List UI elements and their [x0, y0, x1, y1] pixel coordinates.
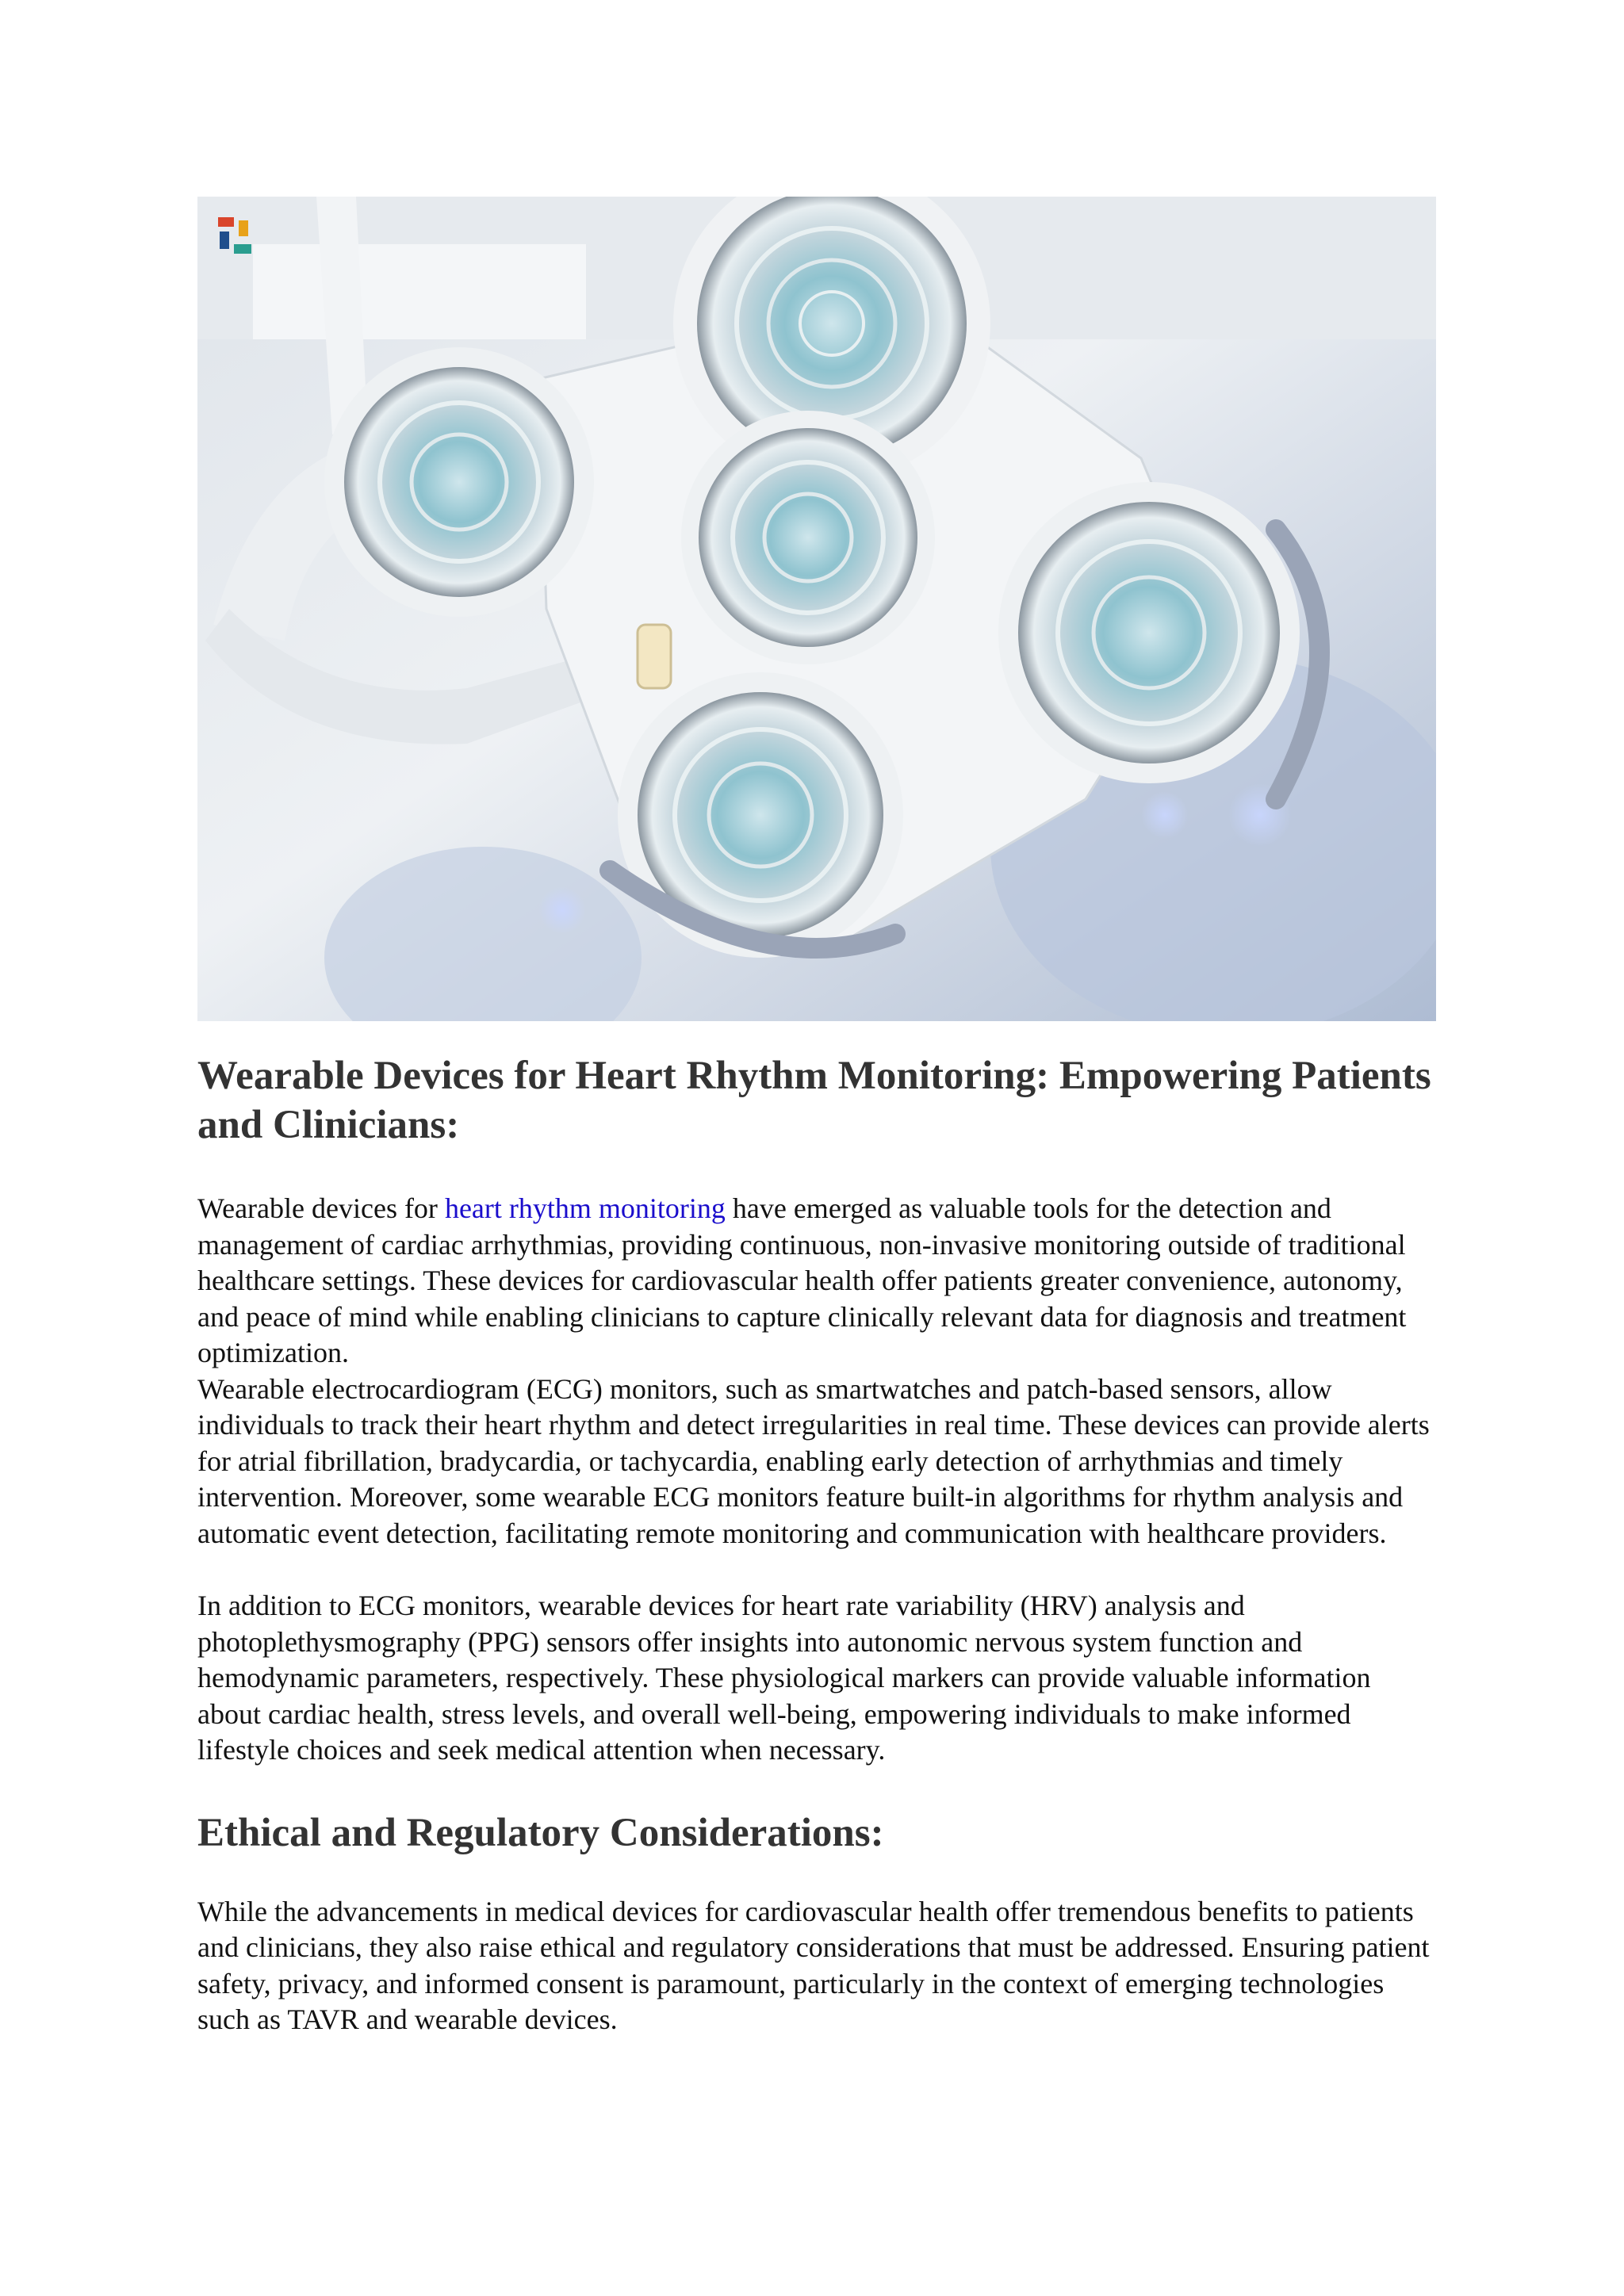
- site-logo-icon: [215, 214, 259, 258]
- section-heading-ethics: Ethical and Regulatory Considerations:: [197, 1810, 884, 1855]
- heart-rhythm-monitoring-link[interactable]: heart rhythm monitoring: [444, 1192, 726, 1224]
- paragraph-hrv: In addition to ECG monitors, wearable devices for heart rate variability (HRV) analysis and photoplethysmography (PPG) sensors offer insights into autonomic nervous system function and hemodynamic parameters, respectively. These physiological markers can provide valuable information about cardiac health, stress levels, and overall well-being, empowering individuals to make informed lifestyle choices and seek medical attention when necessary.: [197, 1590, 1371, 1766]
- article-heading: Wearable Devices for Heart Rhythm Monitoring: Empowering Patients and Clinicians:: [197, 1054, 1431, 1147]
- article-page: [197, 197, 1436, 2038]
- surgical-lights-illustration: [197, 197, 1436, 1021]
- paragraph-text: have emerged as valuable tools for the detection and management of cardiac arrhythmias, providing continuous, non-invasive monitoring outside of traditional healthcare settings. These devices for cardiovascular health offer patients greater convenience, autonomy, and peace of mind while enabling clinicians to capture clinically relevant data for diagnosis and treatment optimization.: [197, 1192, 1407, 1368]
- paragraph-ecg: Wearable electrocardiogram (ECG) monitors, such as smartwatches and patch-based sensors, allow individuals to track their heart rhythm and detect irregularities in real time. These devices can provide alerts for atrial fibrillation, bradycardia, or tachycardia, enabling early detection of arrhythmias and timely intervention. Moreover, some wearable ECG monitors feature built-in algorithms for rhythm analysis and automatic event detection, facilitating remote monitoring and communication with healthcare providers.: [197, 1372, 1430, 1549]
- paragraph-ethics: While the advancements in medical devices for cardiovascular health offer tremendous benefits to patients and clinicians, they also raise ethical and regulatory considerations that must be addressed. Ensuring patient safety, privacy, and informed consent is paramount, particularly in the context of emerging technologies such as TAVR and wearable devices.: [197, 1895, 1430, 2035]
- paragraph-intro: [197, 1191, 1436, 1372]
- paragraph-text: Wearable devices for: [197, 1192, 445, 1224]
- hero-image: [197, 197, 1436, 1021]
